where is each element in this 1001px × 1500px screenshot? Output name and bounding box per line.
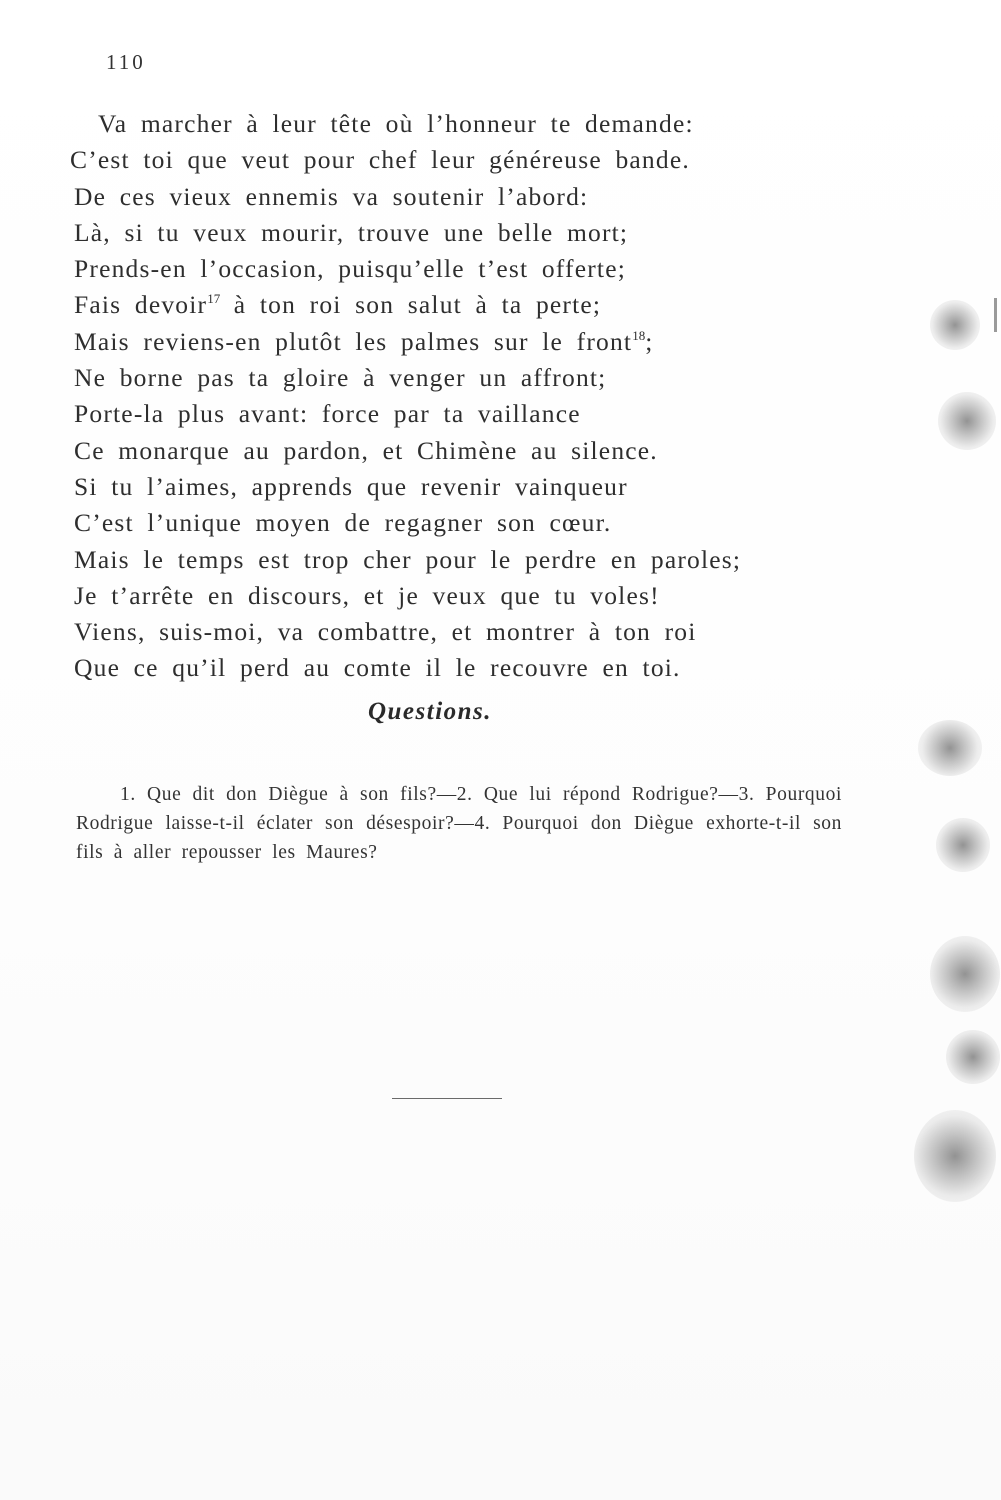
page-number: 110 [106, 50, 146, 74]
stain-3 [918, 720, 982, 776]
verse-line-4: Là, si tu veux mourir, trouve une belle mort; [74, 217, 629, 247]
verse-line-7: Mais reviens-en plutôt les palmes sur le front$^{18}$; [74, 326, 654, 356]
verse-line-8: Ne borne pas ta gloire à venger un affront; [74, 363, 607, 393]
verse-passage [70, 106, 830, 687]
stain-5 [930, 936, 1000, 1012]
stain-6 [946, 1030, 1000, 1084]
verse-line-13: Mais le temps est trop cher pour le perdre en paroles; [74, 544, 742, 574]
questions-text: 1. Que dit don Diègue à son fils?—2. Que lui répond Rodrigue?—3. Pourquoi Rodrigue laisse-t-il éclater son désespoir?—4. Pourquoi don Diègue exhorte-t-il son fils à aller repousser les Maures? [76, 783, 842, 863]
verse-line-6: Fais devoir$^{17}$ à ton roi son salut à ta perte; [74, 290, 602, 320]
page-edge-mark [994, 298, 997, 332]
verse-line-2: C’est toi que veut pour chef leur généreuse bande. [70, 145, 690, 175]
verse-line-9: Porte-la plus avant: force par ta vaillance [74, 399, 581, 429]
verse-line-5: Prends-en l’occasion, puisqu’elle t’est offerte; [74, 254, 627, 284]
section-end-rule [392, 1098, 502, 1099]
verse-line-11: Si tu l’aimes, apprends que revenir vainqueur [74, 471, 628, 501]
verse-line-12: C’est l’unique moyen de regagner son cœur. [74, 508, 612, 538]
questions-heading: Questions. [367, 698, 493, 725]
footnote-ref-18: 18 [632, 327, 646, 343]
verse-line-1: Va marcher à leur tête où l’honneur te demande: [98, 109, 694, 138]
stain-1 [930, 300, 980, 350]
stain-4 [936, 818, 990, 872]
verse-line-3: De ces vieux ennemis va soutenir l’abord: [74, 181, 589, 211]
footnote-ref-17: 17 [207, 291, 221, 307]
verse-line-15: Viens, suis-moi, va combattre, et montrer à ton roi [74, 617, 697, 647]
stain-7 [914, 1110, 996, 1202]
verse-line-16: Que ce qu’il perd au comte il le recouvre en toi. [74, 653, 681, 683]
verse-line-14: Je t’arrête en discours, et je veux que tu voles! [74, 580, 660, 610]
stain-2 [938, 392, 996, 450]
verse-line-10: Ce monarque au pardon, et Chimène au silence. [74, 435, 658, 465]
